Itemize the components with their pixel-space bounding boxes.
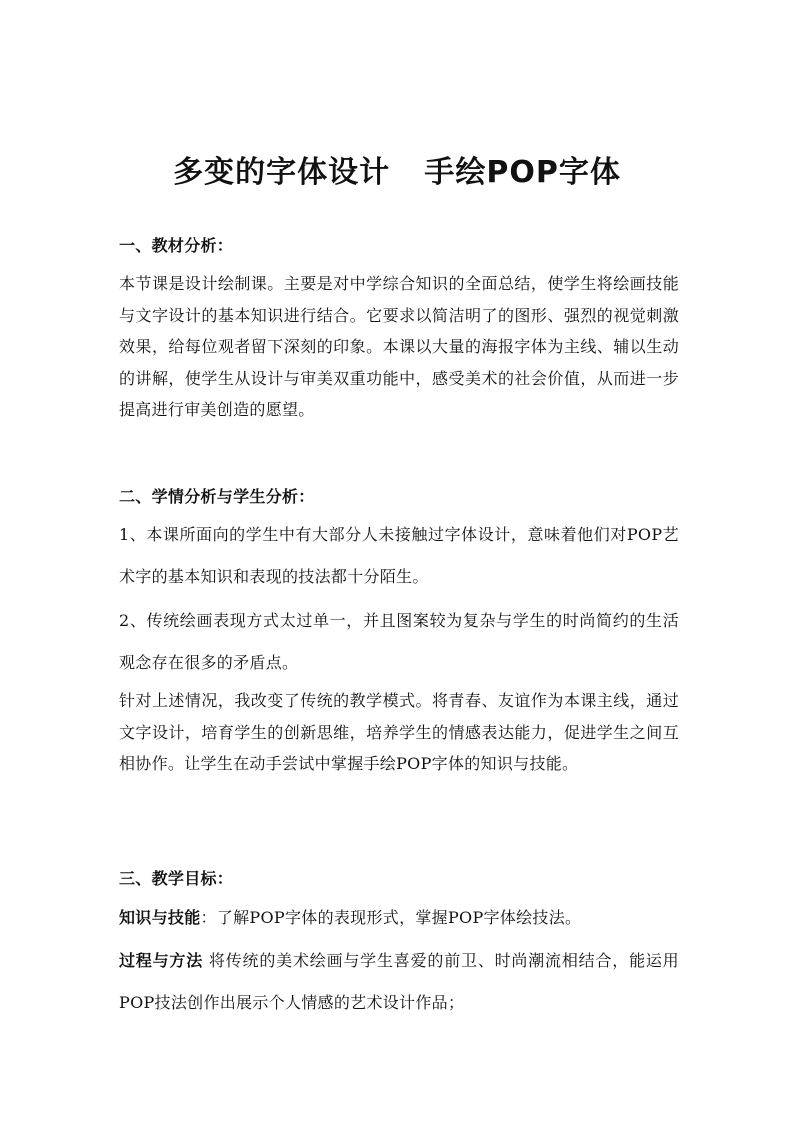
analysis-item-2: 2、传统绘画表现方式太过单一，并且图案较为复杂与学生的时尚简约的生活观念存在很多的矛盾点。 bbox=[119, 611, 679, 672]
goal-text: ：了解POP字体的表现形式，掌握POP字体绘技法。 bbox=[200, 908, 582, 927]
section-heading-student-analysis: 二、学情分析与学生分析： bbox=[119, 487, 315, 506]
section-body-textbook-analysis: 本节课是设计绘制课。主要是对中学综合知识的全面总结，使学生将绘画技能与文字设计的基本知识进行结合。它要求以简洁明了的图形、强烈的视觉刺激效果，给每位观者留下深刻的印象。本课以大量的海报字体为主线、辅以生动的讲解，使学生从设计与审美双重功能中，感受美术的社会价值，从而进一步提高进行审美创造的愿望。 bbox=[119, 274, 679, 419]
page-title: 多变的字体设计 手绘POP字体 bbox=[173, 155, 621, 190]
section-body-student-analysis: 针对上述情况，我改变了传统的教学模式。将青春、友谊作为本课主线，通过文字设计，培育学生的创新思维，培养学生的情感表达能力，促进学生之间互相协作。让学生在动手尝试中掌握手绘POP字体的知识与技能。 bbox=[119, 691, 679, 773]
goal-text: 将传统的美术绘画与学生喜爱的前卫、时尚潮流相结合，能运用POP技法创作出展示个人情感的艺术设计作品； bbox=[119, 951, 679, 1012]
section-heading-teaching-goals: 三、教学目标： bbox=[119, 869, 234, 888]
goal-label: 过程与方法 bbox=[119, 951, 204, 970]
section-heading-textbook-analysis: 一、教材分析： bbox=[119, 236, 234, 255]
goal-knowledge-skills bbox=[119, 902, 679, 934]
goal-process-methods bbox=[119, 940, 679, 1023]
goal-label: 知识与技能 bbox=[119, 908, 201, 927]
analysis-item-1: 1、本课所面向的学生中有大部分人未接触过字体设计，意味着他们对POP艺术字的基本知识和表现的技法都十分陌生。 bbox=[119, 525, 679, 586]
